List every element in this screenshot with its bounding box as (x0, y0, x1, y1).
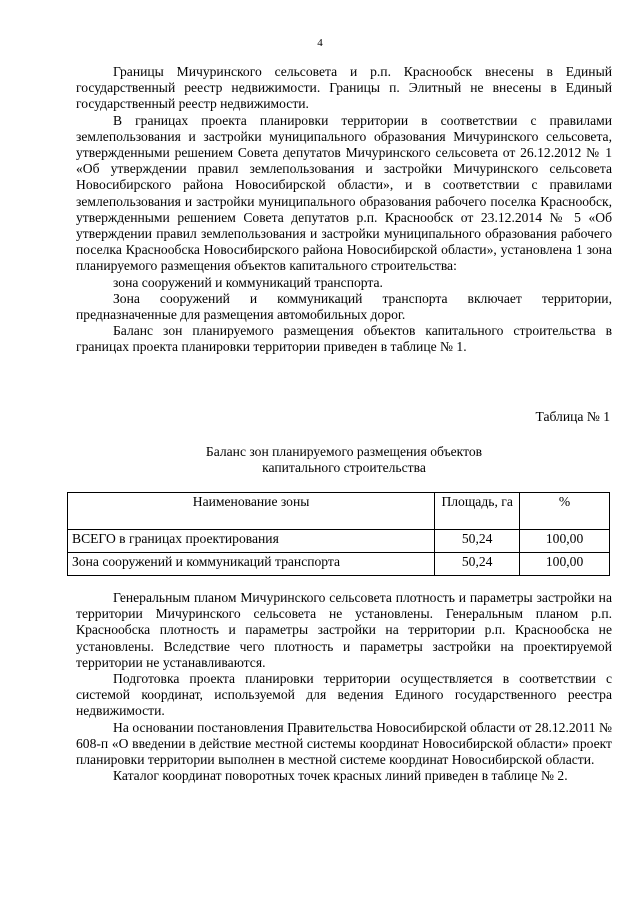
text-block-bottom (76, 590, 612, 784)
table-caption-line: капитального строительства (262, 460, 426, 476)
paragraph: Баланс зон планируемого размещения объектов капитального строительства в границах проекта планировки территории приведен в таблице № 1. (76, 323, 612, 355)
header-percent: % (520, 493, 610, 530)
table-label: Таблица № 1 (535, 409, 610, 424)
paragraph: Генеральным планом Мичуринского сельсовета плотность и параметры застройки на территории Мичуринского сельсовета не установлены. Генеральным планом р.п. Краснообска плотность и параметры застройки на территории р.п. Краснообска не установлены. Вследствие чего плотность и параметры застройки на проектируемой территории не устанавливаются. (76, 590, 612, 670)
paragraph: В границах проекта планировки территории в соответствии с правилами землепользования и застройки муниципального образования Мичуринского сельсовета, утвержденными решением Совета депутатов Мичуринского сельсовета от 26.12.2012 № 1 «Об утверждении правил землепользования и застройки Мичуринского сельсовета Новосибирского района Новосибирской области», и в соответствии с правилами землепользования и застройки муниципального образования рабочего поселка Краснообск, утвержденными решением Совета депутатов р.п. Краснообск от 23.12.2014 № 5 «Об утверждении правил землепользования и застройки муниципального образования рабочего поселка Краснообска Новосибирского района Новосибирской области», установлена 1 зона планируемого размещения объектов капитального строительства: (76, 112, 612, 274)
balance-table (67, 492, 610, 576)
cell-zone-name: ВСЕГО в границах проектирования (68, 530, 435, 553)
paragraph: На основании постановления Правительства Новосибирской области от 28.12.2011 № 608-п «О введении в действие местной системы координат Новосибирской области» проект планировки территории выполнен в местной системе координат Новосибирской области. (76, 719, 612, 768)
header-zone-name: Наименование зоны (68, 493, 435, 530)
cell-area: 50,24 (435, 553, 520, 576)
paragraph: Каталог координат поворотных точек красных линий приведен в таблице № 2. (113, 768, 568, 784)
cell-zone-name: Зона сооружений и коммуникаций транспорта (68, 553, 435, 576)
table-caption-line: Баланс зон планируемого размещения объектов (205, 444, 483, 459)
paragraph: Подготовка проекта планировки территории осуществляется в соответствии с системой координат, используемой для ведения Единого государственного реестра недвижимости. (76, 671, 612, 719)
cell-percent: 100,00 (520, 553, 610, 576)
cell-area: 50,24 (435, 530, 520, 553)
table-row (68, 530, 610, 553)
table-caption (76, 444, 612, 476)
cell-percent: 100,00 (520, 530, 610, 553)
header-area: Площадь, га (435, 493, 520, 530)
page-number: 4 (317, 37, 323, 49)
paragraph: зона сооружений и коммуникаций транспорта. (113, 274, 383, 290)
text-block-top (76, 64, 612, 356)
table-row (68, 553, 610, 576)
table-header-row (68, 493, 610, 530)
paragraph: Зона сооружений и коммуникаций транспорта включает территории, предназначенные для размещения автомобильных дорог. (76, 290, 612, 323)
paragraph: Границы Мичуринского сельсовета и р.п. Краснообск внесены в Единый государственный реестр недвижимости. Границы п. Элитный не внесены в Единый государственный реестр недвижимости. (76, 64, 612, 112)
